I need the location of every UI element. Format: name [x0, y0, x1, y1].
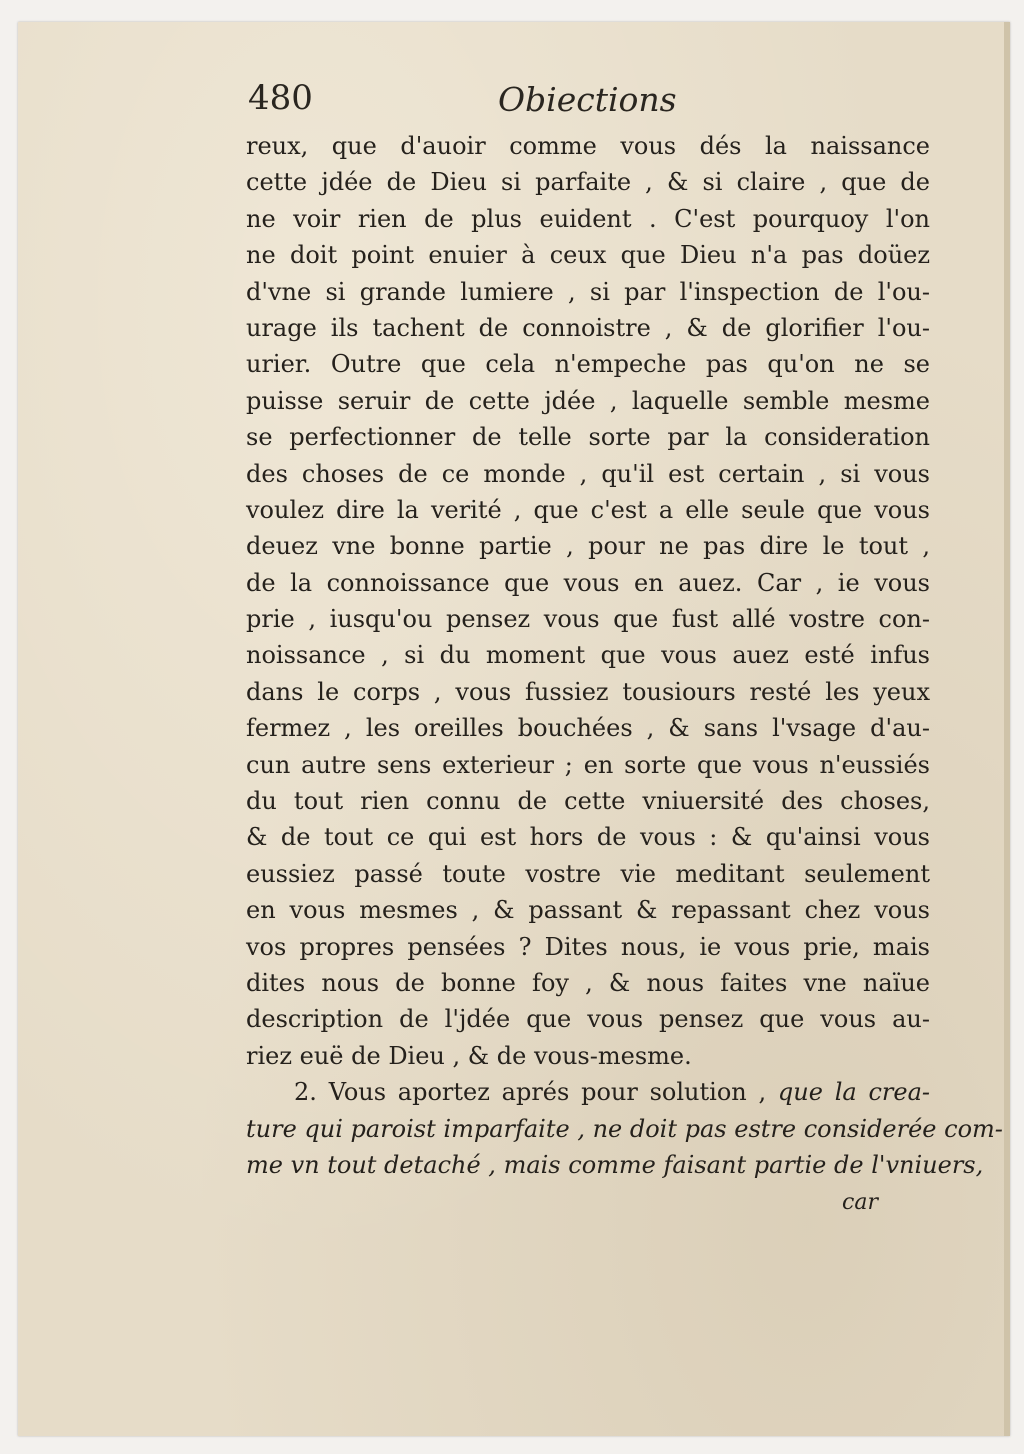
text-line: cun autre sens exterieur ; en sorte que vous n'eussiés: [246, 750, 930, 779]
text-line: ne doit point enuier à ceux que Dieu n'a pas doüez: [246, 241, 930, 270]
text-line: cette jdée de Dieu si parfaite , & si claire , que de: [246, 168, 930, 197]
text-line: dites nous de bonne foy , & nous faites vne naïue: [246, 968, 930, 997]
text-line: ne voir rien de plus euident . C'est pourquoy l'on: [246, 204, 930, 233]
text-line: en vous mesmes , & passant & repassant chez vous: [246, 896, 930, 925]
text-line: prie , iusqu'ou pensez vous que fust allé vostre con-: [246, 605, 930, 634]
text-line: se perfectionner de telle sorte par la consideration: [246, 423, 930, 452]
running-title: Obiections: [498, 80, 677, 119]
text-line: dans le corps , vous fussiez tousiours resté les yeux: [246, 677, 930, 706]
body-text: [246, 128, 1003, 1183]
text-line: fermez , les oreilles bouchées , & sans l'vsage d'au-: [246, 714, 930, 743]
text-line: urier. Outre que cela n'empeche pas qu'on ne se: [246, 350, 930, 379]
text-line: riez euë de Dieu , & de vous-mesme.: [246, 1041, 692, 1070]
text-line: reux, que d'auoir comme vous dés la naissance: [246, 132, 930, 160]
catchword: car: [842, 1190, 878, 1215]
text-line: & de tout ce qui est hors de vous : & qu'ainsi vous: [246, 823, 930, 852]
section-number: 2.: [294, 1078, 317, 1107]
text-line: vos propres pensées ? Dites nous, ie vous prie, mais: [246, 932, 930, 961]
section-lead-text: Vous aportez aprés pour solution ,: [328, 1078, 767, 1107]
text-line: eussiez passé toute vostre vie meditant seulement: [246, 859, 930, 888]
page-number: 480: [248, 78, 313, 118]
text-line: du tout rien connu de cette vniuersité des choses,: [246, 787, 930, 816]
text-line: des choses de ce monde , qu'il est certain , si vous: [246, 459, 930, 488]
text-line: voulez dire la verité , que c'est a elle seule que vous: [246, 495, 930, 524]
text-line: deuez vne bonne partie , pour ne pas dire le tout ,: [246, 532, 930, 561]
text-line: description de l'jdée que vous pensez que vous au-: [246, 1005, 930, 1034]
section-2-first-line: [246, 1074, 930, 1110]
text-line: puisse seruir de cette jdée , laquelle semble mesme: [246, 386, 930, 415]
section-italic-quote: que la crea-: [777, 1078, 930, 1107]
italic-quote-line: ture qui paroist imparfaite , ne doit pas estre considerée com-: [246, 1114, 1003, 1143]
text-line: de la connoissance que vous en auez. Car , ie vous: [246, 568, 930, 597]
italic-quote-line: me vn tout detaché , mais comme faisant partie de l'vniuers,: [246, 1150, 984, 1179]
page-header: [248, 78, 678, 122]
text-line: noissance , si du moment que vous auez esté infus: [246, 641, 930, 670]
text-line: urage ils tachent de connoistre , & de glorifier l'ou-: [246, 313, 930, 342]
text-line: d'vne si grande lumiere , si par l'inspection de l'ou-: [246, 277, 930, 306]
